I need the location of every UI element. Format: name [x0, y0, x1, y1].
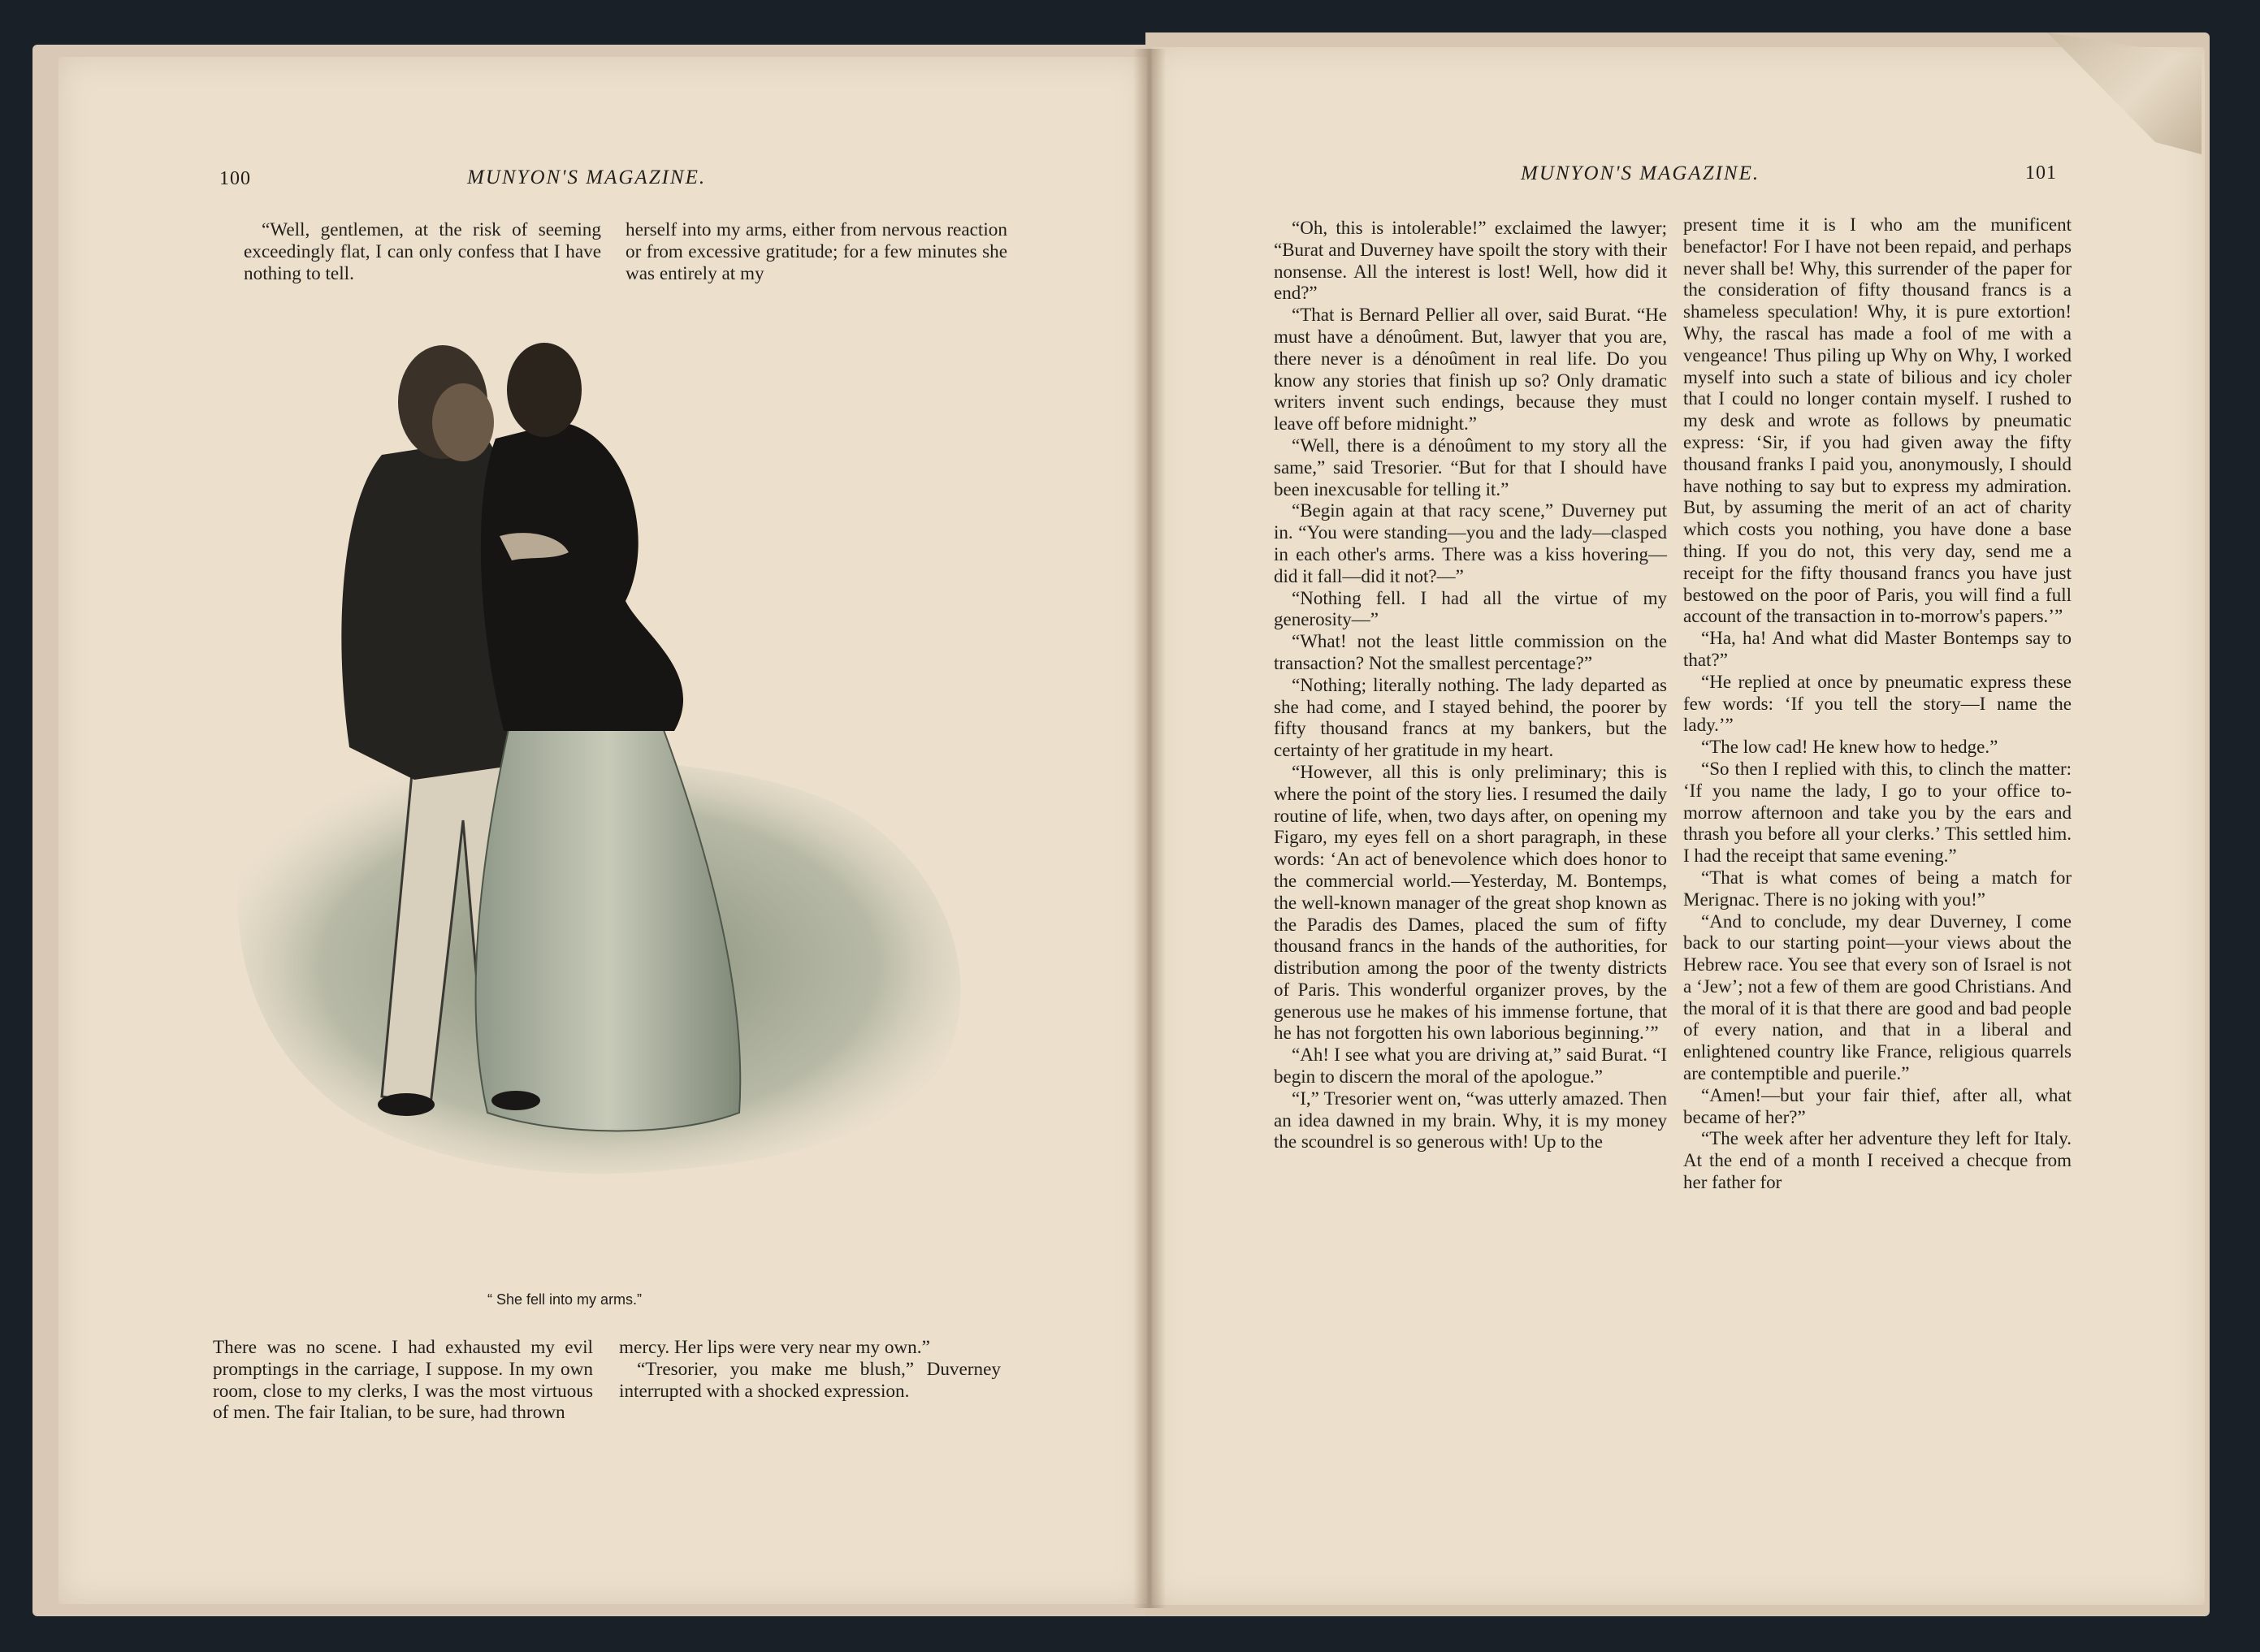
left-top-column-2	[626, 219, 1007, 284]
book-gutter	[1133, 49, 1166, 1608]
woman-jacket	[481, 422, 683, 731]
paragraph: There was no scene. I had exhausted my evil promptings in the carriage, I suppose. In my own room, close to my clerks, I was the most virtuous of men. The fair Italian, to be sure, had thrown	[213, 1337, 593, 1424]
paragraph: “Begin again at that racy scene,” Duverney put in. “You were standing—you and the lady—clasped in each other's arms. There was a kiss hovering—did it fall—did it not?—”	[1274, 500, 1667, 586]
paragraph: “The week after her adventure they left for Italy. At the end of a month I received a checque from her father for	[1683, 1128, 2072, 1193]
paragraph: herself into my arms, either from nervous reaction or from excessive gratitude; for a few minutes she was entirely at my	[626, 219, 1007, 284]
paragraph: “And to conclude, my dear Duverney, I come back to our starting point—your views about the Hebrew race. You see that every son of Israel is not a ‘Jew’; not a few of them are good Christians. And the moral of it is that there are good and bad people of every nation, and that in a liberal and enlightened country like France, religious quarrels are contemptible and puerile.”	[1683, 910, 2072, 1084]
left-bottom-column-1	[213, 1337, 593, 1424]
right-column-1	[1274, 218, 1667, 1153]
paragraph: “I,” Tresorier went on, “was utterly amazed. Then an idea dawned in my brain. Why, it is my money the scoundrel is so generous with! Up to the	[1274, 1088, 1667, 1153]
running-head-right: MUNYON'S MAGAZINE.	[1521, 162, 1760, 184]
paragraph: “Well, there is a dénoûment to my story all the same,” said Tresorier. “But for that I should have been inexcusable for telling it.”	[1274, 435, 1667, 499]
paragraph: “So then I replied with this, to clinch the matter: ‘If you name the lady, I go to your office to-morrow afternoon and take you by the ears and thrash you before all your clerks.’ This settled him. I had the receipt that same evening.”	[1683, 758, 2072, 867]
paragraph: “Nothing; literally nothing. The lady departed as she had come, and I stayed behind, the poorer by fifty thousand francs at my bankers, but the certainty of her gratitude in my heart.	[1274, 674, 1667, 761]
paragraph: “Well, gentlemen, at the risk of seeming exceedingly flat, I can only confess that I have nothing to tell.	[244, 219, 601, 284]
paragraph: “However, all this is only preliminary; this is where the point of the story lies. I resumed the daily routine of life, when, two days after, on opening my Figaro, my eyes fell on a short paragraph, in these words: ‘An act of benevolence which does honor to the commercial world.—Yesterday, M. Bontemps, the well-known manager of the great shop known as the Paradis des Dames, placed the sum of fifty thousand francs in the hands of the authorities, for distribution among the poor of the twenty districts of Paris. This wonderful organizer proves, by the generous use he makes of his immense fortune, that he has not forgotten his own laborious beginning.’”	[1274, 761, 1667, 1044]
left-top-column-1	[244, 219, 601, 284]
left-bottom-column-2	[619, 1337, 1001, 1402]
right-column-2	[1683, 214, 2072, 1194]
paragraph: “That is Bernard Pellier all over, said Burat. “He must have a dénoûment. But, lawyer that you are, there never is a dénoûment in real life. Do you know any stories that finish up so? Only dramatic writers invent such endings, because they must leave off before midnight.”	[1274, 305, 1667, 435]
paragraph: “The low cad! He knew how to hedge.”	[1701, 737, 1998, 758]
illustration-caption: “ She fell into my arms.”	[487, 1291, 643, 1308]
couple-illustration	[219, 292, 999, 1235]
paragraph: “That is what comes of being a match for Merignac. There is no joking with you!”	[1683, 867, 2072, 910]
paragraph: “He replied at once by pneumatic express these few words: ‘If you tell the story—I name the lady.’”	[1683, 671, 2072, 736]
paragraph: “Ha, ha! And what did Master Bontemps say to that?”	[1683, 628, 2072, 670]
paragraph: “What! not the least little commission on the transaction? Not the smallest percentage?”	[1274, 631, 1667, 673]
paragraph: “Oh, this is intolerable!” exclaimed the lawyer; “Burat and Duverney have spoilt the story with their nonsense. All the interest is lost! Well, how did it end?”	[1274, 218, 1667, 304]
paragraph: “Tresorier, you make me blush,” Duverney interrupted with a shocked expression.	[619, 1358, 1001, 1402]
paragraph: “Ah! I see what you are driving at,” said Burat. “I begin to discern the moral of the apologue.”	[1274, 1044, 1667, 1088]
page-number-left: 100	[219, 168, 251, 189]
page-number-right: 101	[2025, 162, 2057, 184]
running-head-left: MUNYON'S MAGAZINE.	[467, 166, 707, 188]
woman-head	[507, 343, 582, 437]
paragraph: “Amen!—but your fair thief, after all, what became of her?”	[1683, 1084, 2072, 1127]
paragraph: “Nothing fell. I had all the virtue of my generosity—”	[1274, 587, 1667, 630]
paragraph: present time it is I who am the munificent benefactor! For I have not been repaid, and perhaps never shall be! Why, this surrender of the paper for the consideration of fifty thousand francs is a shameless speculation! Why, it is pure extortion! Why, the rascal has made a fool of me with a vengeance! Thus piling up Why on Why, I worked myself into such a state of bilious and icy choler that I could no longer contain myself. I rushed to my desk and wrote as follows by pneumatic express: ‘Sir, if you had given away the fifty thousand franks I paid you, anonymously, I should have nothing to say but to express my admiration. But, by assuming the merit of an act of charity which costs you nothing, you have done a base thing. If you do not, this very day, send me a receipt for the fifty thousand francs you have just bestowed on the poor of Paris, you will find a full account of the transaction in to-morrow's papers.’”	[1683, 214, 2072, 627]
paragraph: mercy. Her lips were very near my own.”	[619, 1337, 930, 1358]
